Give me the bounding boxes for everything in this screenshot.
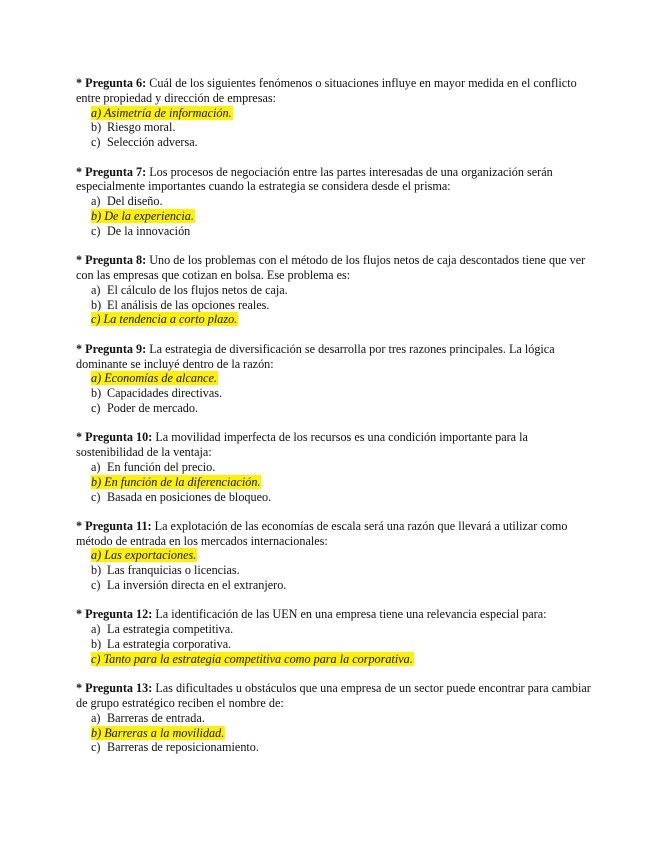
answer-option-c	[91, 312, 598, 327]
answer-options	[76, 622, 598, 666]
answer-option-a	[91, 711, 598, 726]
option-text: El cálculo de los flujos netos de caja.	[107, 282, 288, 297]
answer-option-c	[91, 490, 598, 505]
question-stem	[76, 342, 598, 372]
option-letter: b)	[91, 474, 102, 489]
option-text: El análisis de las opciones reales.	[107, 297, 270, 312]
question-number: * Pregunta 11:	[76, 518, 152, 533]
answer-options	[76, 711, 598, 755]
answer-option-c	[91, 740, 598, 755]
option-text: Del diseño.	[107, 194, 163, 209]
question-13	[76, 681, 598, 755]
option-letter: b)	[91, 208, 102, 223]
option-letter: a)	[91, 371, 102, 386]
question-text: Uno de los problemas con el método de los flujos netos de caja descontados tiene que ver con las empresas que cotizan en bolsa. Ese problema es:	[76, 253, 586, 282]
option-text: De la experiencia.	[104, 208, 194, 223]
option-text: Economías de alcance.	[104, 371, 217, 386]
highlighted-answer	[91, 652, 414, 666]
option-text: La tendencia a corto plazo.	[103, 312, 238, 327]
answer-options	[76, 106, 598, 150]
answer-option-c	[91, 578, 598, 593]
question-stem	[76, 76, 598, 106]
question-text: La estrategia de diversificación se desarrolla por tres razones principales. La lógica dominante se incluyé dentro de la razón:	[76, 341, 555, 371]
option-letter: a)	[91, 194, 101, 209]
answer-option-b	[91, 563, 598, 578]
question-11	[76, 519, 598, 593]
question-number: * Pregunta 8:	[76, 253, 147, 268]
question-10	[76, 430, 598, 504]
question-7	[76, 165, 598, 239]
answer-option-b	[91, 120, 598, 135]
option-letter: c)	[91, 740, 101, 755]
question-12	[76, 607, 598, 666]
highlighted-answer	[91, 312, 238, 326]
option-letter: c)	[91, 312, 101, 327]
question-number: * Pregunta 12:	[76, 607, 153, 622]
option-letter: c)	[91, 578, 101, 593]
highlighted-answer	[91, 475, 261, 489]
question-text: Las dificultades u obstáculos que una empresa de un sector puede encontrar para cambiar de grupo estratégico reciben el nombre de:	[76, 681, 591, 711]
answer-option-c	[91, 401, 598, 416]
answer-option-a	[91, 548, 598, 563]
answer-options	[76, 371, 598, 415]
answer-option-a	[91, 283, 598, 298]
option-letter: c)	[91, 489, 101, 504]
option-text: Poder de mercado.	[107, 400, 199, 415]
option-text: Las exportaciones.	[104, 548, 197, 563]
answer-options	[76, 460, 598, 504]
option-letter: a)	[91, 105, 102, 120]
answer-option-c	[91, 224, 598, 239]
question-stem	[76, 607, 598, 622]
highlighted-answer	[91, 726, 225, 740]
option-letter: a)	[91, 282, 101, 297]
question-stem	[76, 681, 598, 711]
question-text: Los procesos de negociación entre las partes interesadas de una organización serán especialmente importantes cuando la estrategia se considera desde el prisma:	[76, 164, 553, 194]
answer-option-b	[91, 298, 598, 313]
question-number: * Pregunta 13:	[76, 681, 153, 696]
option-text: De la innovación	[107, 223, 191, 238]
option-text: La estrategia corporativa.	[107, 637, 232, 652]
option-letter: b)	[91, 725, 102, 740]
answer-option-c	[91, 652, 598, 667]
highlighted-answer	[91, 548, 197, 562]
answer-options	[76, 548, 598, 592]
option-letter: a)	[91, 459, 101, 474]
option-letter: b)	[91, 563, 102, 578]
option-letter: b)	[91, 386, 102, 401]
option-text: Tanto para la estrategia competitiva como para la corporativa.	[103, 651, 413, 666]
option-letter: c)	[91, 651, 101, 666]
answer-option-b	[91, 209, 598, 224]
option-letter: b)	[91, 120, 102, 135]
question-stem	[76, 519, 598, 549]
highlighted-answer	[91, 209, 195, 223]
option-text: La estrategia competitiva.	[107, 622, 234, 637]
answer-option-b	[91, 386, 598, 401]
answer-option-a	[91, 460, 598, 475]
answer-option-a	[91, 194, 598, 209]
answer-option-a	[91, 622, 598, 637]
option-text: Riesgo moral.	[107, 120, 176, 135]
answer-option-b	[91, 726, 598, 741]
option-text: Las franquicias o licencias.	[107, 563, 240, 578]
question-number: * Pregunta 7:	[76, 164, 147, 179]
option-text: La inversión directa en el extranjero.	[107, 578, 287, 593]
answer-option-b	[91, 475, 598, 490]
option-text: Selección adversa.	[107, 135, 198, 150]
option-text: Capacidades directivas.	[107, 386, 223, 401]
answer-options	[76, 194, 598, 238]
highlighted-answer	[91, 106, 233, 120]
option-text: En función del precio.	[107, 459, 216, 474]
option-letter: a)	[91, 710, 101, 725]
question-text: La identificación de las UEN en una empresa tiene una relevancia especial para:	[155, 607, 547, 622]
option-text: Barreras de entrada.	[107, 710, 205, 725]
answer-option-a	[91, 371, 598, 386]
option-letter: c)	[91, 135, 101, 150]
option-text: Basada en posiciones de bloqueo.	[107, 489, 272, 504]
option-letter: b)	[91, 637, 102, 652]
answer-option-c	[91, 135, 598, 150]
question-stem	[76, 253, 598, 283]
option-letter: c)	[91, 223, 101, 238]
question-6	[76, 76, 598, 150]
question-text: La movilidad imperfecta de los recursos es una condición importante para la sostenibilidad de la ventaja:	[76, 430, 528, 460]
answer-option-b	[91, 637, 598, 652]
question-text: Cuál de los siguientes fenómenos o situaciones influye en mayor medida en el conflicto entre propiedad y dirección de empresas:	[76, 76, 577, 105]
question-list	[76, 76, 598, 770]
option-text: Asimetría de información.	[103, 105, 232, 120]
option-letter: c)	[91, 400, 101, 415]
question-9	[76, 342, 598, 416]
question-stem	[76, 430, 598, 460]
option-letter: b)	[91, 297, 102, 312]
option-letter: a)	[91, 622, 101, 637]
option-text: Barreras de reposicionamiento.	[107, 740, 259, 755]
question-number: * Pregunta 10:	[76, 430, 153, 445]
highlighted-answer	[91, 371, 218, 385]
option-text: En función de la diferenciación.	[104, 474, 261, 489]
option-text: Barreras a la movilidad.	[104, 725, 225, 740]
option-letter: a)	[91, 548, 102, 563]
question-8	[76, 253, 598, 327]
question-number: * Pregunta 6:	[76, 76, 147, 90]
answer-options	[76, 283, 598, 327]
answer-option-a	[91, 106, 598, 121]
question-number: * Pregunta 9:	[76, 341, 147, 356]
question-text: La explotación de las economías de escala será una razón que llevará a utilizar como método de entrada en los mercados internacionales:	[76, 518, 568, 548]
question-stem	[76, 165, 598, 195]
